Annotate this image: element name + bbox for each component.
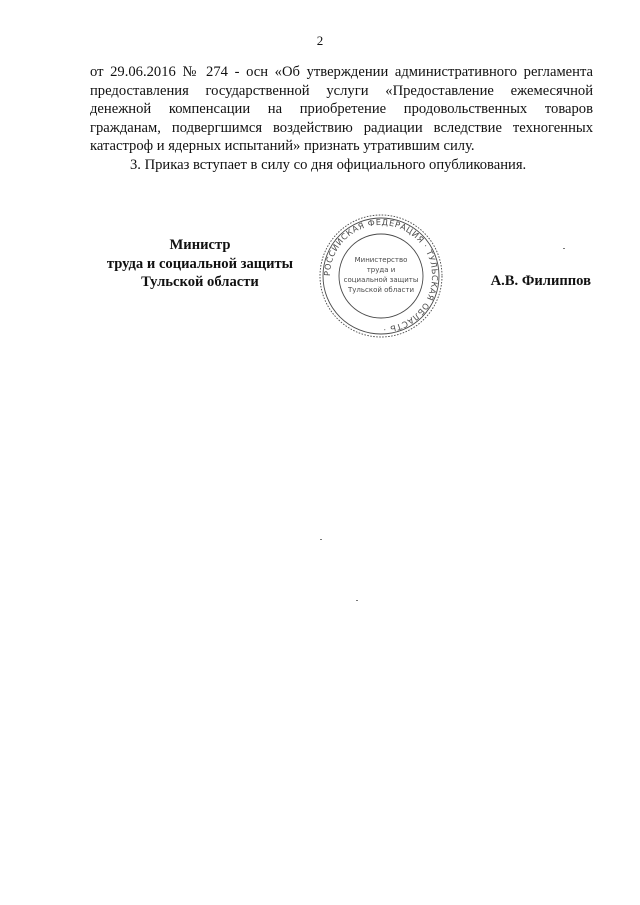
signer-position-line-1: Министр: [169, 237, 231, 253]
page-number: 2: [316, 33, 324, 48]
signer-position-line-3: Тульской области: [141, 274, 259, 291]
seal-ring-text: РОССИЙСКАЯ ФЕДЕРАЦИЯ · ТУЛЬСКАЯ ОБЛАСТЬ ·: [321, 216, 441, 335]
official-seal: [318, 213, 444, 339]
paragraph-repeal: от 29.06.2016 № 274 - осн «Об утверждении административного регламента предоставления государственной услуги «Предоставление ежемесячной денежной компенсации на приобретение продовольственных товаров гражданам, подвергшимся воздействию радиации вследствие техногенных катастроф и ядерных испытаний» признать утратившим силу.: [90, 64, 593, 155]
signer-position: [90, 236, 310, 292]
signature-block: [90, 216, 593, 343]
signer-name: А.В. Филиппов: [490, 273, 591, 289]
paragraph-effective-date: 3. Приказ вступает в силу со дня официального опубликования.: [130, 156, 527, 173]
scan-speck: [320, 539, 322, 540]
seal-center-line-4: Тульской области: [348, 286, 414, 294]
document-body: [90, 63, 593, 175]
seal-center-line-2: труда и: [366, 266, 396, 274]
seal-center-line-3: социальной защиты: [343, 276, 419, 284]
seal-center-line-1: Министерство: [354, 256, 408, 264]
signer-position-line-2: труда и социальной защиты: [106, 255, 294, 272]
scan-speck: [563, 248, 565, 249]
scan-speck: [356, 600, 358, 601]
